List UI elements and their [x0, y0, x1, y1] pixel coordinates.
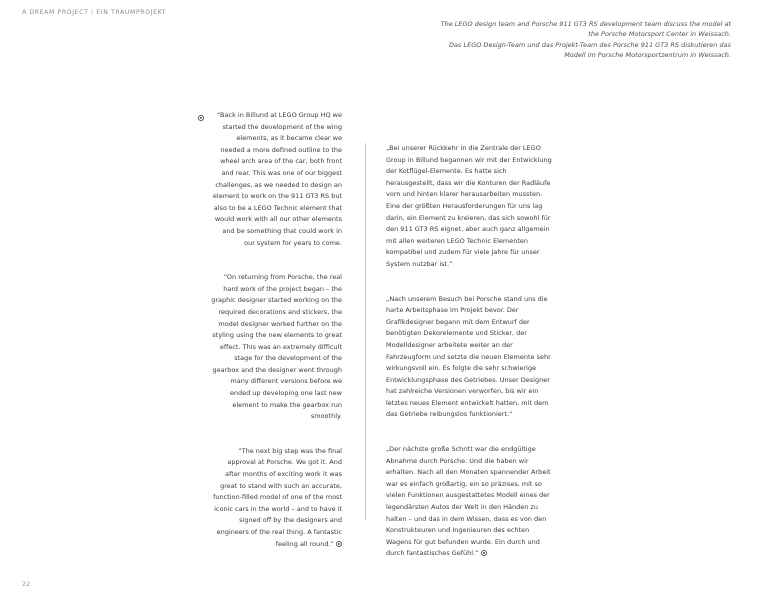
- german-column: [386, 143, 556, 583]
- english-paragraph-3: [210, 446, 342, 550]
- header-title-en: A DREAM PROJECT: [22, 9, 89, 16]
- end-mark-icon: [481, 550, 487, 556]
- german-paragraph-2: „Nach unserem Besuch bei Porsche stand uns die harte Arbeitsphase im Projekt bevor. Der Grafikdesigner begann mit dem Entwurf der benötigten Dekorelemente und Sticker, der Modelldesigner arbeitete weiter an der Fahrzeugform und setzte die neuen Elemente sehr wirkungsvoll ein. Es folgte die sehr schwierige Entwicklungsphase des Getriebes. Unser Designer hat zahlreiche Versionen verworfen, bis wir ein letztes neues Element entwickelt hatten, mit dem das Getriebe reibungslos funktioniert.“: [386, 294, 551, 419]
- english-paragraph-2: “On returning from Porsche, the real hard work of the project began – the graphic designer started working on the required decorations and stickers, the model designer worked further on the styling using the new elements to great effect. This was an extremely difficult stage for the development of the gearbox and the designer went through many different versions before we ended up developing one last new element to make the gearbox run smoothly.: [211, 273, 342, 421]
- english-paragraph-3-text: “The next big step was the final approval at Porsche. We got it. And after months of exciting work it was great to stand with such an accurate, function-filled model of one of the most iconic cars in the world – and to have it signed off by the designers and engineers of the real thing. A fantastic feeling all round.”: [213, 446, 342, 548]
- column-divider: [365, 143, 366, 520]
- photo-caption: [431, 19, 731, 61]
- english-paragraph-1: “Back in Billund at LEGO Group HQ we started the development of the wing elements, as it became clear we needed a more defined outline to the wheel arch area of the car, both front and rear. This was one of our biggest challenges, as we needed to design an element to work on the 911 GT3 RS but also to be a LEGO Technic element that would work with all our other elements and be something that could work in our system for years to come.: [212, 111, 342, 247]
- caption-en: The LEGO design team and Porsche 911 GT3 RS development team discuss the model at the Porsche Motorsport Center in Weissach.: [440, 20, 731, 39]
- header-title-de: EIN TRAUMPROJEKT: [96, 9, 167, 16]
- caption-de: Das LEGO Design-Team und das Projekt-Team des Porsche 911 GT3 RS diskutieren das Modell im Porsche Motorsportzentrum in Weissach.: [449, 40, 731, 60]
- german-paragraph-1: „Bei unserer Rückkehr in die Zentrale der LEGO Group in Billund begannen wir mit der Entwicklung der Kotflügel-Elemente. Es hatte sich herausgestellt, dass wir die Konturen der Radläufe vorn und hinten klarer herausarbeiten mussten. Eine der größten Herausforderungen für uns lag darin, ein Element zu kreieren, das sich sowohl für den 911 GT3 RS eignet, aber auch ganz allgemein mit allen weiteren LEGO Technic Elementen kompatibel und zudem für viele Jahre für unser System nutzbar ist.“: [386, 144, 552, 268]
- end-mark-icon: [336, 541, 342, 547]
- english-column: [210, 110, 342, 573]
- circle-bullet-icon: [198, 115, 204, 121]
- german-paragraph-3-text: „Der nächste große Schritt war die endgültige Abnahme durch Porsche. Und die haben wir erhalten. Nach all den Monaten spannender Arbeit war es einfach großartig, ein so präzises, mit so vielen Funktionen ausgestattetes Modell eines der legendärsten Autos der Welt in den Händen zu halten – und das in dem Wissen, dass es von den Konstrukteuren und Ingenieuren des echten Wagens für gut befunden wurde. Ein durch und durch fantastisches Gefühl.“: [386, 445, 551, 558]
- page-number: 22: [22, 580, 31, 588]
- german-paragraph-3: [386, 444, 556, 560]
- header-separator: |: [91, 9, 94, 16]
- running-header: [22, 9, 166, 16]
